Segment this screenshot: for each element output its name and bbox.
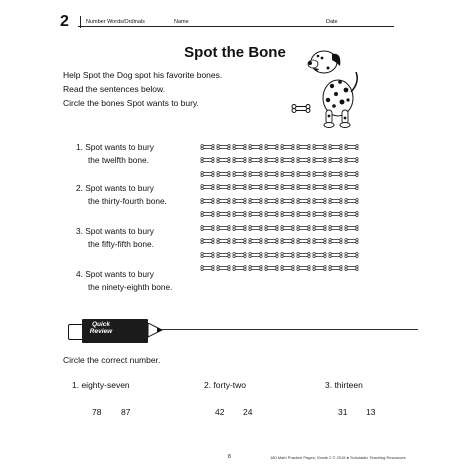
bone-icon[interactable]	[344, 252, 359, 258]
bone-icon[interactable]	[232, 225, 247, 231]
bone-icon[interactable]	[296, 157, 311, 163]
bone-icon[interactable]	[280, 171, 295, 177]
bone-grid	[200, 140, 359, 275]
bone-icon[interactable]	[328, 265, 343, 271]
bone-icon[interactable]	[232, 171, 247, 177]
bone-icon[interactable]	[280, 211, 295, 217]
bone-icon[interactable]	[264, 144, 279, 150]
review-instruction: Circle the correct number.	[63, 355, 161, 365]
bone-icon[interactable]	[328, 238, 343, 244]
review-prompt: 2. forty-two	[204, 380, 247, 390]
bone-icon[interactable]	[280, 238, 295, 244]
question-line: the fifty-fifth bone.	[88, 239, 154, 249]
bone-icon[interactable]	[248, 238, 263, 244]
bone-icon[interactable]	[344, 171, 359, 177]
bone-icon[interactable]	[264, 198, 279, 204]
bone-icon[interactable]	[280, 184, 295, 190]
bone-icon[interactable]	[232, 265, 247, 271]
bone-icon[interactable]	[344, 265, 359, 271]
bone-row	[200, 221, 359, 235]
bone-icon[interactable]	[200, 238, 215, 244]
bone-icon[interactable]	[264, 157, 279, 163]
bone-icon[interactable]	[328, 144, 343, 150]
bone-row	[200, 248, 359, 262]
bone-icon[interactable]	[296, 265, 311, 271]
review-option[interactable]: 13	[366, 407, 376, 417]
bone-icon[interactable]	[200, 144, 215, 150]
bone-icon[interactable]	[248, 157, 263, 163]
intro-line: Circle the bones Spot wants to bury.	[63, 98, 199, 108]
bone-icon[interactable]	[264, 265, 279, 271]
bone-icon[interactable]	[328, 157, 343, 163]
bone-row	[200, 140, 359, 154]
quick-review-label-line: Review	[89, 328, 113, 335]
bone-icon[interactable]	[296, 238, 311, 244]
bone-icon[interactable]	[232, 211, 247, 217]
bone-icon[interactable]	[328, 184, 343, 190]
quick-review-label	[87, 321, 115, 335]
bone-icon[interactable]	[264, 238, 279, 244]
date-label: Date	[326, 19, 338, 25]
bone-icon[interactable]	[344, 144, 359, 150]
bone-icon[interactable]	[312, 144, 327, 150]
bone-icon[interactable]	[200, 157, 215, 163]
review-prompt: 1. eighty-seven	[72, 380, 130, 390]
bone-icon[interactable]	[344, 184, 359, 190]
bone-icon[interactable]	[280, 265, 295, 271]
bone-icon[interactable]	[296, 225, 311, 231]
bone-row	[200, 194, 359, 208]
review-option[interactable]: 24	[243, 407, 253, 417]
bone-icon[interactable]	[232, 238, 247, 244]
bone-icon[interactable]	[216, 225, 231, 231]
bone-row	[200, 235, 359, 249]
question-line: 4. Spot wants to bury	[76, 269, 154, 279]
review-option[interactable]: 87	[121, 407, 131, 417]
bone-icon[interactable]	[280, 252, 295, 258]
bone-row	[200, 208, 359, 222]
dalmatian-dog-icon	[298, 42, 364, 128]
bone-icon[interactable]	[328, 198, 343, 204]
bone-row	[200, 154, 359, 168]
bone-icon[interactable]	[248, 198, 263, 204]
bone-icon[interactable]	[328, 171, 343, 177]
bone-icon[interactable]	[312, 184, 327, 190]
bone-icon[interactable]	[200, 211, 215, 217]
bone-icon[interactable]	[312, 211, 327, 217]
bone-icon[interactable]	[216, 211, 231, 217]
bone-icon[interactable]	[248, 211, 263, 217]
bone-icon[interactable]	[264, 171, 279, 177]
header-rule	[78, 26, 394, 27]
bone-icon[interactable]	[344, 198, 359, 204]
bone-icon[interactable]	[200, 252, 215, 258]
bone-icon	[291, 104, 311, 113]
bone-icon[interactable]	[216, 171, 231, 177]
bone-icon[interactable]	[248, 252, 263, 258]
question-line: 3. Spot wants to bury	[76, 226, 154, 236]
bone-icon[interactable]	[312, 171, 327, 177]
review-option[interactable]: 78	[92, 407, 102, 417]
review-prompt: 3. thirteen	[325, 380, 363, 390]
bone-icon[interactable]	[280, 157, 295, 163]
bone-icon[interactable]	[296, 171, 311, 177]
bone-icon[interactable]	[248, 265, 263, 271]
footer-credit: 180 Math Practice Pages, Grade 2 © 2015 ● Scholastic Teaching Resources	[270, 455, 406, 460]
bone-icon[interactable]	[216, 157, 231, 163]
question-line: the thirty-fourth bone.	[88, 196, 167, 206]
name-label: Name	[174, 19, 189, 25]
quick-review-label-line: Quick	[91, 321, 111, 328]
bone-icon[interactable]	[312, 198, 327, 204]
pencil-eraser	[68, 324, 83, 340]
question-line: 1. Spot wants to bury	[76, 142, 154, 152]
intro-line: Help Spot the Dog spot his favorite bones.	[63, 70, 223, 80]
bone-row	[200, 181, 359, 195]
bone-icon[interactable]	[280, 198, 295, 204]
bone-icon[interactable]	[344, 238, 359, 244]
bone-icon[interactable]	[232, 144, 247, 150]
bone-icon[interactable]	[216, 198, 231, 204]
bone-icon[interactable]	[344, 225, 359, 231]
bone-icon[interactable]	[232, 157, 247, 163]
intro-line: Read the sentences below.	[63, 84, 166, 94]
bone-icon[interactable]	[248, 144, 263, 150]
bone-icon[interactable]	[200, 265, 215, 271]
bone-icon[interactable]	[296, 252, 311, 258]
bone-icon[interactable]	[200, 198, 215, 204]
bone-icon[interactable]	[216, 252, 231, 258]
bone-icon[interactable]	[344, 211, 359, 217]
review-option[interactable]: 42	[215, 407, 225, 417]
bone-icon[interactable]	[328, 252, 343, 258]
question-line: 2. Spot wants to bury	[76, 183, 154, 193]
bone-icon[interactable]	[264, 211, 279, 217]
bone-icon[interactable]	[312, 238, 327, 244]
bone-icon[interactable]	[328, 211, 343, 217]
bone-icon[interactable]	[200, 184, 215, 190]
question-line: the ninety-eighth bone.	[88, 282, 173, 292]
bone-row	[200, 167, 359, 181]
bone-icon[interactable]	[312, 157, 327, 163]
quick-review-rule	[162, 329, 418, 330]
bone-icon[interactable]	[248, 184, 263, 190]
bone-icon[interactable]	[280, 144, 295, 150]
bone-icon[interactable]	[232, 184, 247, 190]
bone-icon[interactable]	[312, 252, 327, 258]
pencil-tip-icon	[148, 323, 164, 339]
bone-row	[200, 262, 359, 276]
bone-icon[interactable]	[312, 225, 327, 231]
bone-icon[interactable]	[200, 171, 215, 177]
page-number: 2	[60, 13, 69, 30]
bone-icon[interactable]	[216, 184, 231, 190]
bone-icon[interactable]	[248, 225, 263, 231]
bone-icon[interactable]	[296, 144, 311, 150]
page-title: Spot the Bone	[184, 44, 286, 61]
bone-icon[interactable]	[216, 265, 231, 271]
bone-icon[interactable]	[344, 157, 359, 163]
footer-page-number: 8	[228, 454, 231, 460]
bone-icon[interactable]	[264, 225, 279, 231]
bone-icon[interactable]	[216, 238, 231, 244]
bone-icon[interactable]	[232, 252, 247, 258]
bone-icon[interactable]	[248, 171, 263, 177]
bone-icon[interactable]	[280, 225, 295, 231]
bone-icon[interactable]	[216, 144, 231, 150]
topic-label: Number Words/Ordinals	[86, 19, 145, 25]
bone-icon[interactable]	[312, 265, 327, 271]
bone-icon[interactable]	[264, 184, 279, 190]
review-option[interactable]: 31	[338, 407, 348, 417]
question-line: the twelfth bone.	[88, 155, 149, 165]
bone-icon[interactable]	[232, 198, 247, 204]
bone-icon[interactable]	[296, 211, 311, 217]
bone-icon[interactable]	[296, 198, 311, 204]
bone-icon[interactable]	[264, 252, 279, 258]
bone-icon[interactable]	[328, 225, 343, 231]
bone-icon[interactable]	[296, 184, 311, 190]
bone-icon[interactable]	[200, 225, 215, 231]
